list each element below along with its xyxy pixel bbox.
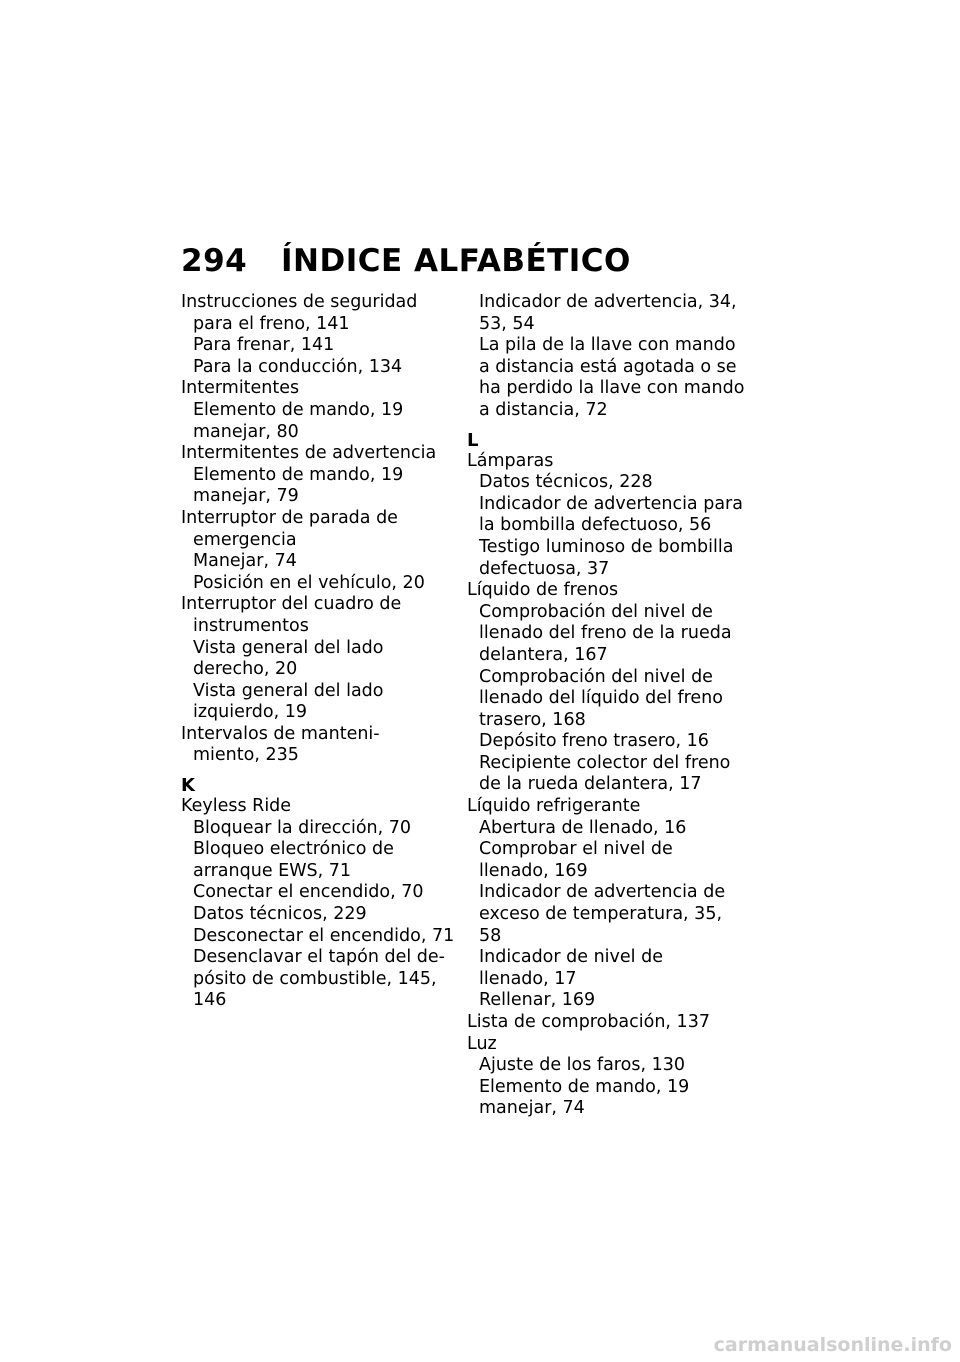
index-subentry: para el freno, 141 <box>193 313 350 334</box>
index-subentry: Datos técnicos, 228 <box>479 472 653 493</box>
index-subentry: la bombilla defectuoso, 56 <box>479 515 712 536</box>
index-term: Instrucciones de seguridad <box>181 292 418 312</box>
index-subentry: 146 <box>193 990 227 1011</box>
index-section-letter: L <box>467 429 479 451</box>
index-subentry: Comprobación del nivel de <box>479 666 713 687</box>
index-entry <box>181 378 451 443</box>
index-subentry: trasero, 168 <box>479 709 586 730</box>
index-subentry: derecho, 20 <box>193 659 298 680</box>
index-entry <box>467 796 747 1012</box>
index-subentry: Rellenar, 169 <box>479 990 596 1011</box>
page-number: 294 <box>181 243 248 279</box>
index-subentry: pósito de combustible, 145, <box>193 968 437 989</box>
index-term: Intermitentes <box>181 378 300 399</box>
index-subentry: Testigo luminoso de bombilla <box>479 536 734 557</box>
index-entry <box>181 724 451 767</box>
index-subentry: llenado, 169 <box>479 860 588 881</box>
index-subentry: de la rueda delantera, 17 <box>479 774 702 795</box>
index-term-continuation: instrumentos <box>193 615 309 636</box>
index-subentry: Indicador de advertencia, 34, <box>479 292 737 312</box>
index-subentry: izquierdo, 19 <box>193 702 307 723</box>
index-subentry: Desenclavar el tapón del de- <box>193 947 445 968</box>
index-entry <box>181 292 451 378</box>
index-term: Líquido de frenos <box>467 580 619 601</box>
index-column-left <box>181 292 455 1012</box>
index-subentry: Indicador de nivel de <box>479 947 663 968</box>
index-subentry: ha perdido la llave con mando <box>479 378 745 399</box>
index-subentry: llenado del freno de la rueda <box>479 623 732 644</box>
index-subentry: manejar, 74 <box>479 1098 585 1119</box>
index-subentry: La pila de la llave con mando <box>479 335 736 356</box>
index-subentry: llenado, 17 <box>479 968 577 989</box>
index-subentry: Comprobar el nivel de <box>479 839 673 860</box>
index-subentry: llenado del líquido del freno <box>479 688 723 709</box>
index-term: Intermitentes de advertencia <box>181 443 437 464</box>
index-subentry: Vista general del lado <box>193 637 384 658</box>
index-entry <box>181 796 455 1012</box>
index-term: Líquido refrigerante <box>467 796 641 817</box>
index-entry-continued <box>467 292 747 422</box>
index-term-continuation: emergencia <box>193 529 297 550</box>
index-subentry: defectuosa, 37 <box>479 558 610 579</box>
index-term: Interruptor del cuadro de <box>181 594 402 615</box>
index-entry <box>467 1034 747 1120</box>
index-subentry: Comprobación del nivel de <box>479 601 713 622</box>
index-subentry: exceso de temperatura, 35, <box>479 904 723 925</box>
index-subentry: Elemento de mando, 19 <box>193 399 404 420</box>
index-entry <box>181 594 451 724</box>
page-title: ÍNDICE ALFABÉTICO <box>281 243 631 279</box>
index-subentry: manejar, 80 <box>193 421 299 442</box>
index-term: Interruptor de parada de <box>181 507 398 528</box>
index-entry <box>467 580 747 796</box>
index-subentry: Vista general del lado <box>193 680 384 701</box>
index-term-continuation: miento, 235 <box>193 745 299 766</box>
index-term: Lista de comprobación, 137 <box>467 1012 710 1032</box>
index-subentry: Posición en el vehículo, 20 <box>193 572 425 593</box>
index-term: Lámparas <box>467 450 554 471</box>
page-header <box>181 243 631 279</box>
index-subentry: Recipiente colector del freno <box>479 752 731 773</box>
index-term: Luz <box>467 1033 497 1054</box>
index-subentry: Bloqueo electrónico de <box>193 839 394 860</box>
index-subentry: Datos técnicos, 229 <box>193 904 367 925</box>
index-section-letter: K <box>181 775 195 797</box>
index-subentry: manejar, 79 <box>193 486 299 507</box>
index-entry <box>467 451 747 581</box>
index-subentry: Desconectar el encendido, 71 <box>193 925 455 946</box>
index-subentry: a distancia, 72 <box>479 399 608 420</box>
index-subentry: Elemento de mando, 19 <box>479 1076 690 1097</box>
index-subentry: a distancia está agotada o se <box>479 356 737 377</box>
index-subentry: 58 <box>479 925 502 946</box>
index-subentry: delantera, 167 <box>479 644 608 665</box>
index-entry <box>467 1012 747 1034</box>
index-subentry: Para la conducción, 134 <box>193 356 403 377</box>
index-subentry: Depósito freno trasero, 16 <box>479 731 709 752</box>
index-term: Keyless Ride <box>181 796 292 817</box>
index-entry <box>181 443 451 508</box>
index-subentry: Elemento de mando, 19 <box>193 464 404 485</box>
index-subentry: 53, 54 <box>479 313 535 334</box>
index-subentry: Bloquear la dirección, 70 <box>193 817 412 838</box>
index-subentry: Para frenar, 141 <box>193 335 335 356</box>
index-subentry: Indicador de advertencia de <box>479 882 726 903</box>
index-subentry: Ajuste de los faros, 130 <box>479 1055 685 1076</box>
index-term: Intervalos de manteni- <box>181 723 380 744</box>
index-subentry: Abertura de llenado, 16 <box>479 817 687 838</box>
watermark: carmanualsonline.info <box>713 1334 952 1356</box>
index-subentry: arranque EWS, 71 <box>193 860 352 881</box>
index-entry <box>181 508 451 594</box>
index-subentry: Indicador de advertencia para <box>479 493 743 514</box>
index-subentry: Conectar el encendido, 70 <box>193 882 424 903</box>
index-column-right <box>467 292 747 1120</box>
index-subentry: Manejar, 74 <box>193 551 297 572</box>
